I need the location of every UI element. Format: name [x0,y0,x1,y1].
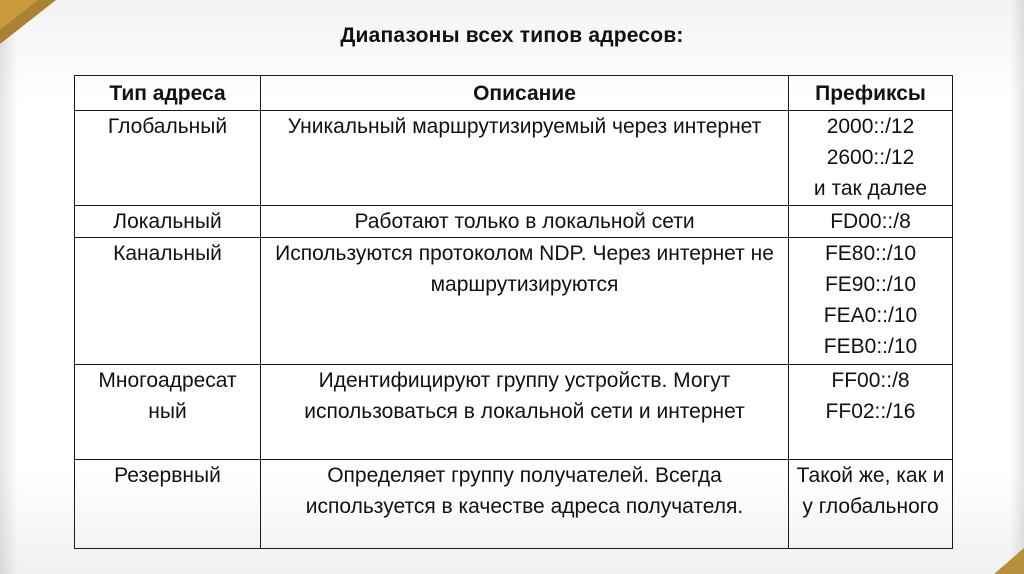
cell-prefixes [789,206,953,238]
table-row [75,365,953,460]
prefix-value: FE90::/10 [824,273,917,296]
table-row [75,460,953,549]
prefix-value: 2600::/12 [826,146,915,169]
prefix-value: FD00::/8 [830,210,911,233]
prefix-value: FF02::/16 [825,400,916,423]
table-row [75,111,953,206]
slide-title: Диапазоны всех типов адресов: [340,24,684,47]
header-address-type: Тип адреса [75,76,261,111]
bottom-right-corner-decoration [994,548,1024,574]
address-ranges-table [74,75,953,549]
cell-prefixes [789,365,953,460]
cell-prefixes [789,460,953,549]
prefix-value: FEA0::/10 [823,304,918,327]
right-edge-shadow [1010,0,1024,574]
cell-description: Уникальный маршрутизируемый через интернет [261,111,789,206]
header-description: Описание [261,76,789,111]
cell-type: Резервный [75,460,261,549]
cell-description: Идентифицируют группу устройств. Могут использоваться в локальной сети и интернет [261,365,789,460]
cell-type: Локальный [75,206,261,238]
cell-prefixes [789,111,953,206]
cell-description: Определяет группу получателей. Всегда используется в качестве адреса получателя. [261,460,789,549]
cell-type: Многоадресат ный [75,365,261,460]
table-row [75,206,953,238]
prefix-value: FEB0::/10 [823,335,918,358]
prefix-value: FF00::/8 [831,369,910,392]
cell-description: Работают только в локальной сети [261,206,789,238]
prefix-value: Такой же, как и у глобального [796,464,945,518]
cell-type: Глобальный [75,111,261,206]
table-header-row [75,76,953,111]
cell-type: Канальный [75,238,261,365]
prefix-value: 2000::/12 [826,115,915,138]
table-row [75,238,953,365]
header-prefixes: Префиксы [789,76,953,111]
cell-description: Используются протоколом NDP. Через интернет не маршрутизируются [261,238,789,365]
cell-prefixes [789,238,953,365]
prefix-value: и так далее [813,177,928,200]
left-edge-shadow [0,0,18,574]
prefix-value: FE80::/10 [824,242,917,265]
